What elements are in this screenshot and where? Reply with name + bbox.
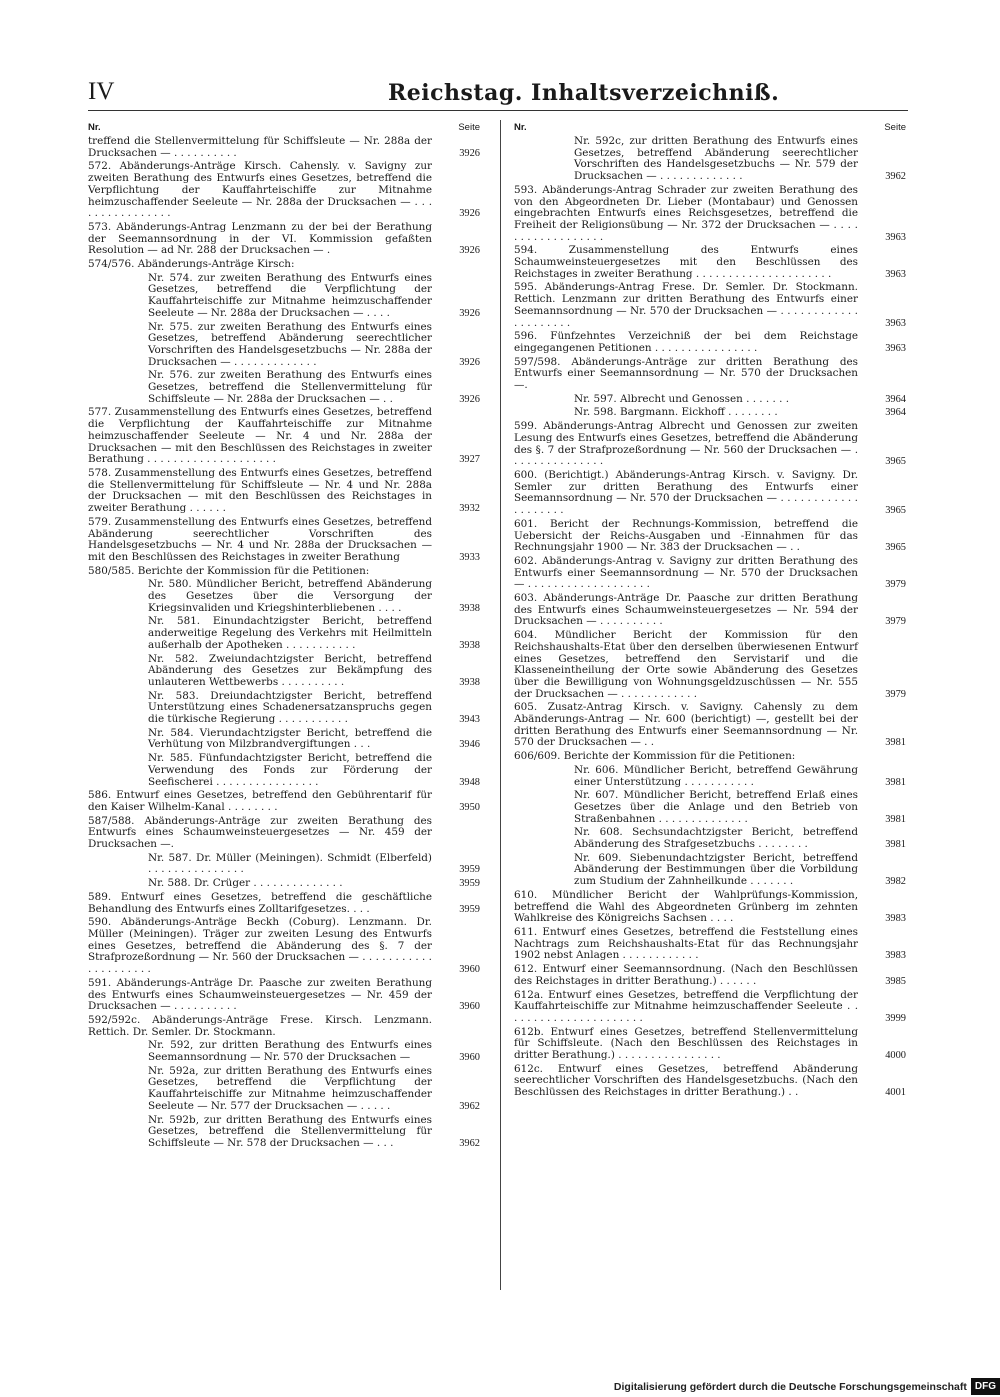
footer-text: Digitalisierung gefördert durch die Deutsche Forschungsgemeinschaft <box>613 1380 967 1393</box>
toc-entry-page: 3999 <box>885 1012 906 1024</box>
toc-entry <box>88 728 480 751</box>
toc-entry-page: 3985 <box>885 975 906 987</box>
toc-entry-text: 597/598. Abänderungs-Anträge zur dritten Berathung des Entwurfs einer Seemannsordnung — Nr. 570 der Drucksachen —. <box>514 355 858 392</box>
toc-entry <box>514 282 906 329</box>
toc-entry-text: 599. Abänderungs-Antrag Albrecht und Genossen zur zweiten Lesung des Entwurfs eines Gesetzes, betreffend die Abänderung des §. 7 der Strafprozeßordnung — Nr. 560 der Drucksachen — . . . . . . . . . . . . . . . <box>514 420 858 468</box>
toc-entry-page: 3979 <box>885 688 906 700</box>
toc-entry-page: 3948 <box>459 776 480 788</box>
toc-entry-page: 3963 <box>885 317 906 329</box>
right-entries <box>514 136 906 1099</box>
toc-entry <box>88 579 480 614</box>
page-title: Reichstag. Inhaltsverzeichniß. <box>388 80 780 106</box>
toc-entry-text: Nr. 609. Siebenundachtzigster Bericht, betreffend Abänderung der Bestimmungen über die Vorbildung zum Studium der Zahnheilkunde . . . . . . . <box>574 851 858 888</box>
toc-entry-text: 578. Zusammenstellung des Entwurfs eines Gesetzes, betreffend die Stellenvermittelung für Schiffsleute — Nr. 4 und Nr. 288a der Drucksachen — mit den Beschlüssen des Reichstages in zweiter Berathung . . . . . . <box>88 466 432 515</box>
toc-entry-text: Nr. 587. Dr. Müller (Meiningen). Schmidt (Elberfeld) . . . . . . . . . . . . . . . <box>148 851 432 876</box>
toc-entry-page: 3946 <box>459 739 480 751</box>
toc-entry-text: 577. Zusammenstellung des Entwurfs eines Gesetzes, betreffend die Verpflichtung der Kauffahrteischiffe zur Mitnahme heimzuschaffender Seeleute — Nr. 4 und Nr. 288a der Drucksachen — mit den Beschlüssen des Reichstages in zweiter Berathung . . . . . . . . . . . . . . . . . . . . <box>88 406 432 466</box>
toc-entry <box>88 816 480 851</box>
toc-entry-page: 3927 <box>459 454 480 466</box>
toc-entry-text: 574/576. Abänderungs-Anträge Kirsch: <box>88 258 295 271</box>
toc-entry <box>88 161 480 220</box>
toc-entry-page: 3960 <box>459 964 480 976</box>
toc-entry-text: 612c. Entwurf eines Gesetzes, betreffend Abänderung seerechtlicher Vorschriften des Handelsgesetzbuchs. (Nach den Beschlüssen des Reichstages in dritter Berathung.) . . <box>514 1062 858 1099</box>
toc-entry <box>88 1040 480 1063</box>
toc-entry-text: 572. Abänderungs-Anträge Kirsch. Cahensly. v. Savigny zur zweiten Berathung des Entwurfs eines Gesetzes, betreffend die Verpflichtung der Kauffahrteischiffe zur Mitnahme heimzuschaffender Seeleute — Nr. 288a der Drucksachen — . . . . . . . . . . . . . . . . <box>88 160 432 220</box>
toc-entry-text: Nr. 592b, zur dritten Berathung des Entwurfs eines Gesetzes, betreffend die Stellenvermittelung für Schiffsleute — Nr. 578 der Drucksachen — . . . <box>148 1113 432 1149</box>
toc-entry-text: Nr. 592a, zur dritten Berathung des Entwurfs eines Gesetzes, betreffend die Verpflichtung der Kauffahrteischiffe zur Mitnahme heimzuschaffender Seeleute — Nr. 577 der Drucksachen — . . . . . <box>148 1064 432 1112</box>
toc-entry-text: 603. Abänderungs-Anträge Dr. Paasche zur dritten Berathung des Entwurfs eines Schaumweinsteuergesetzes — Nr. 594 der Drucksachen — . . . . . . . . . . <box>514 592 858 628</box>
toc-entry <box>514 470 906 517</box>
toc-entry-text: 605. Zusatz-Antrag Kirsch. v. Savigny. Cahensly zu dem Abänderungs-Antrag — Nr. 600 (berichtigt) —, gestellt bei der dritten Berathung des Entwurfs einer Seemannsordnung — Nr. 570 der Drucksachen — . . <box>514 701 858 749</box>
toc-entry-text: Nr. 597. Albrecht und Genossen . . . . . . . <box>574 392 790 405</box>
toc-entry-page: 3960 <box>459 1001 480 1013</box>
toc-entry-text: 612. Entwurf einer Seemannsordnung. (Nach den Beschlüssen des Reichstages in dritter Berathung.) . . . . . . <box>514 963 858 987</box>
toc-entry <box>514 407 906 419</box>
toc-entry <box>88 259 480 271</box>
column-divider <box>500 120 501 1290</box>
toc-entry-text: 573. Abänderungs-Antrag Lenzmann zu der bei der Berathung der Seemannsordnung in der VI. Kommission gefaßten Resolution — ad Nr. 288 der Drucksachen — . <box>88 220 432 257</box>
dfg-logo: DFG <box>971 1378 1000 1395</box>
toc-entry-text: Nr. 582. Zweiundachtzigster Bericht, betreffend Abänderung des Gesetzes zur Bekämpfung des unlauteren Wettbewerbs . . . . . . . . . . <box>148 652 432 688</box>
toc-entry-page: 3932 <box>459 503 480 515</box>
toc-entry <box>514 593 906 628</box>
toc-entry-text: 592/592c. Abänderungs-Anträge Frese. Kirsch. Lenzmann. Rettich. Dr. Semler. Dr. Stockmann. <box>88 1013 432 1038</box>
toc-entry <box>514 421 906 468</box>
toc-entry-page: 3965 <box>885 542 906 554</box>
seite-label: Seite <box>458 122 480 133</box>
toc-entry <box>88 273 480 320</box>
toc-entry <box>88 370 480 405</box>
toc-entry-text: 595. Abänderungs-Antrag Frese. Dr. Semler. Dr. Stockmann. Rettich. Lenzmann zur dritten Berathung des Entwurfs einer Seemannsordnung — Nr. 570 der Drucksachen — . . . . . . . . . . . . . . . . . . . . . <box>514 281 858 329</box>
toc-entry-page: 3962 <box>885 171 906 183</box>
toc-entry-page: 4001 <box>885 1087 906 1099</box>
toc-entry <box>514 790 906 825</box>
toc-entry-text: Nr. 592c, zur dritten Berathung des Entwurfs eines Gesetzes, betreffend Abänderung seerechtlicher Vorschriften des Handelsgesetzbuchs — Nr. 579 der Drucksachen — . . . . . . . . . . . . . <box>574 135 858 183</box>
toc-entry-text: 579. Zusammenstellung des Entwurfs eines Gesetzes, betreffend Abänderung seerechtlicher Vorschriften des Handelsgesetzbuchs — Nr. 4 und Nr. 288a der Drucksachen — mit den Beschlüssen des Reichstages in zweiter Berathung <box>88 515 432 563</box>
toc-entry-text: 606/609. Berichte der Kommission für die Petitionen: <box>514 750 796 763</box>
toc-entry-page: 3959 <box>459 864 480 876</box>
toc-entry <box>514 1064 906 1099</box>
toc-entry <box>514 964 906 987</box>
toc-entry-page: 3960 <box>459 1052 480 1064</box>
toc-entry-text: 610. Mündlicher Bericht der Wahlprüfungs-Kommission, betreffend die Wahl des Abgeordneten Grünberg im zehnten Wahlkreise des Königreichs Sachsen . . . . <box>514 888 858 925</box>
toc-entry-text: 590. Abänderungs-Anträge Beckh (Coburg). Lenzmann. Dr. Müller (Meiningen). Träger zur zweiten Lesung des Entwurfs eines Gesetzes, betreffend die Abänderung des §. 7 der Strafprozeßordnung — Nr. 560 der Drucksachen — . . . . . . . . . . . . . . . . . . . . . <box>88 916 432 976</box>
toc-entry-page: 3979 <box>885 579 906 591</box>
toc-entry <box>514 630 906 700</box>
toc-entry-page: 3964 <box>885 393 906 405</box>
left-column-header <box>88 122 480 136</box>
toc-entry-text: Nr. 584. Vierundachtzigster Bericht, betreffend die Verhütung von Milzbrandvergiftungen . . . <box>148 726 432 751</box>
toc-entry-page: 3943 <box>459 714 480 726</box>
toc-entry-text: Nr. 608. Sechsundachtzigster Bericht, betreffend Abänderung des Strafgesetzbuchs . . . . . . . . <box>574 826 858 851</box>
toc-entry-page: 3926 <box>459 356 480 368</box>
seite-label: Seite <box>884 122 906 133</box>
toc-entry-page: 3981 <box>885 776 906 788</box>
toc-entry <box>88 753 480 788</box>
toc-entry-page: 3979 <box>885 616 906 628</box>
toc-entry-page: 3963 <box>885 231 906 243</box>
toc-entry <box>88 566 480 578</box>
toc-entry-text: 600. (Berichtigt.) Abänderungs-Antrag Kirsch. v. Savigny. Dr. Semler zur dritten Berathung des Entwurfs einer Seemannsordnung — Nr. 570 der Drucksachen — . . . . . . . . . . . . . . . . . . . . <box>514 468 858 517</box>
toc-entry <box>514 185 906 244</box>
toc-entry <box>88 136 480 159</box>
toc-entry-text: 596. Fünfzehntes Verzeichniß der bei dem Reichstage eingegangenen Petitionen . . . . . . . . . . . . . . . . <box>514 330 858 354</box>
toc-entry-page: 3963 <box>885 268 906 280</box>
toc-entry-page: 3926 <box>459 245 480 257</box>
toc-entry-text: 612a. Entwurf eines Gesetzes, betreffend die Verpflichtung der Kauffahrteischiffe zur Mitnahme heimzuschaffender Seeleute . . . . . . . . . . . . . . . . . . . . . . <box>514 988 858 1024</box>
toc-entry-text: Nr. 607. Mündlicher Bericht, betreffend Erlaß eines Gesetzes über die Anlage und den Betrieb von Straßenbahnen . . . . . . . . . . . . . . <box>574 789 858 825</box>
toc-entry <box>514 853 906 888</box>
toc-entry-page: 3963 <box>885 342 906 354</box>
right-column <box>514 122 906 1101</box>
toc-entry-page: 3926 <box>459 147 480 159</box>
toc-entry <box>514 136 906 183</box>
toc-entry-page: 3959 <box>459 878 480 890</box>
toc-entry <box>514 519 906 554</box>
toc-entry-text: 586. Entwurf eines Gesetzes, betreffend den Gebührentarif für den Kaiser Wilhelm-Kanal . . . . . . . . <box>88 789 432 813</box>
toc-entry <box>88 853 480 876</box>
toc-entry-page: 3983 <box>885 950 906 962</box>
toc-entry <box>88 616 480 651</box>
toc-entry-text: Nr. 575. zur zweiten Berathung des Entwurfs eines Gesetzes, betreffend Abänderung seerechtlicher Vorschriften des Handelsgesetzbuchs — Nr. 288a der Drucksachen — . . . . . . . . . . . . . <box>148 320 432 368</box>
toc-entry <box>88 517 480 564</box>
toc-entry-text: Nr. 598. Bargmann. Eickhoff . . . . . . . . <box>574 406 778 419</box>
nr-label: Nr. <box>514 122 527 133</box>
toc-entry <box>514 556 906 591</box>
toc-entry-page: 3950 <box>459 801 480 813</box>
toc-entry-page: 3938 <box>459 639 480 651</box>
toc-entry <box>88 1015 480 1038</box>
toc-entry-page: 3962 <box>459 1100 480 1112</box>
toc-entry-page: 3933 <box>459 551 480 563</box>
toc-entry-page: 3981 <box>885 737 906 749</box>
toc-entry-page: 3981 <box>885 813 906 825</box>
toc-entry-page: 3926 <box>459 208 480 220</box>
toc-entry-text: 601. Bericht der Rechnungs-Kommission, betreffend die Uebersicht der Reichs-Ausgaben und -Einnahmen für das Rechnungsjahr 1900 — Nr. 383 der Drucksachen — . . <box>514 517 858 554</box>
toc-entry-text: 593. Abänderungs-Antrag Schrader zur zweiten Berathung des von den Abgeordneten Dr. Lieber (Montabaur) und Genossen eingebrachten Entwurfs eines Reichsgesetzes, betreffend die Freiheit der Religionsübung — Nr. 372 der Drucksachen — . . . . . . . . . . . . . . . . . . <box>514 183 858 243</box>
toc-entry <box>514 765 906 788</box>
footer <box>614 1376 1000 1397</box>
toc-entry <box>514 1027 906 1062</box>
toc-entry-text: 602. Abänderungs-Antrag v. Savigny zur dritten Berathung des Entwurfs einer Seemannsordnung — Nr. 570 der Drucksachen — . . . . . . . . . . . . . . . . . . . <box>514 554 858 591</box>
toc-entry <box>88 222 480 257</box>
toc-entry-text: treffend die Stellenvermittelung für Schiffsleute — Nr. 288a der Drucksachen — . . . . . . . . . . <box>88 135 432 159</box>
page-number: IV <box>88 78 115 105</box>
toc-entry-text: Nr. 576. zur zweiten Berathung des Entwurfs eines Gesetzes, betreffend die Stellenvermittelung für Schiffsleute — Nr. 288a der Drucksachen — . . <box>148 369 432 405</box>
toc-entry-text: 594. Zusammenstellung des Entwurfs eines Schaumweinsteuergesetzes mit den Beschlüssen des Reichstages in zweiter Berathung . . . . . . . . . . . . . . . . . . . . . <box>514 244 858 280</box>
toc-entry-text: 587/588. Abänderungs-Anträge zur zweiten Berathung des Entwurfs eines Schaumweinsteuergesetzes — Nr. 459 der Drucksachen —. <box>88 814 432 851</box>
toc-entry-page: 3938 <box>459 676 480 688</box>
page-header <box>88 78 908 118</box>
toc-entry-page: 3959 <box>459 903 480 915</box>
toc-entry <box>88 1066 480 1113</box>
toc-entry-text: Nr. 585. Fünfundachtzigster Bericht, betreffend die Verwendung des Fonds zur Förderung der Seefischerei . . . . . . . . . . . . . . . . <box>148 752 432 788</box>
header-rule <box>88 110 908 111</box>
toc-entry-text: 612b. Entwurf eines Gesetzes, betreffend Stellenvermittelung für Schiffsleute. (Nach den Beschlüssen des Reichstages in dritter Berathung.) . . . . . . . . . . . . . . . . <box>514 1025 858 1062</box>
toc-entry-text: 589. Entwurf eines Gesetzes, betreffend die geschäftliche Behandlung des Entwurfs eines Zolltarifgesetzes. . . . <box>88 890 432 915</box>
toc-entry-text: Nr. 581. Einundachtzigster Bericht, betreffend anderweitige Regelung des Verkehrs mit Heilmitteln außerhalb der Apotheken . . . . . . . . . . . <box>148 615 432 651</box>
toc-entry <box>88 978 480 1013</box>
toc-entry-page: 3964 <box>885 407 906 419</box>
toc-entry-text: Nr. 574. zur zweiten Berathung des Entwurfs eines Gesetzes, betreffend die Verpflichtung der Kauffahrteischiffe zur Mitnahme heimzuschaffender Seeleute — Nr. 288a der Drucksachen — . . . . <box>148 271 432 319</box>
toc-entry <box>514 394 906 406</box>
toc-entry <box>88 407 480 466</box>
right-column-header <box>514 122 906 136</box>
toc-entry-text: 580/585. Berichte der Kommission für die Petitionen: <box>88 564 370 577</box>
toc-entry <box>88 1115 480 1150</box>
left-column <box>88 122 480 1152</box>
toc-entry <box>514 890 906 925</box>
toc-entry <box>514 927 906 962</box>
toc-entry-page: 4000 <box>885 1050 906 1062</box>
toc-entry-page: 3938 <box>459 602 480 614</box>
toc-entry <box>88 878 480 890</box>
toc-entry <box>88 790 480 813</box>
toc-entry-page: 3982 <box>885 876 906 888</box>
toc-entry <box>514 245 906 280</box>
toc-entry <box>514 751 906 763</box>
nr-label: Nr. <box>88 122 101 133</box>
toc-entry-text: 591. Abänderungs-Anträge Dr. Paasche zur zweiten Berathung des Entwurfs eines Schaumweinsteuergesetzes — Nr. 459 der Drucksachen — . . . . . . . . . . <box>88 976 432 1013</box>
toc-entry-text: Nr. 588. Dr. Crüger . . . . . . . . . . . . . . <box>148 877 343 890</box>
toc-entry <box>88 892 480 915</box>
toc-entry-page: 3965 <box>885 505 906 517</box>
toc-entry <box>88 654 480 689</box>
toc-entry <box>88 917 480 976</box>
toc-entry <box>88 468 480 515</box>
toc-entry <box>88 322 480 369</box>
toc-entry-text: Nr. 583. Dreiundachtzigster Bericht, betreffend Unterstützung eines Schadenersatzanspruchs gegen die türkische Regierung . . . . . . . . . . . <box>148 689 432 726</box>
toc-entry-page: 3962 <box>459 1137 480 1149</box>
toc-entry <box>514 357 906 392</box>
left-entries <box>88 136 480 1150</box>
toc-entry-page: 3965 <box>885 456 906 468</box>
toc-entry-page: 3981 <box>885 839 906 851</box>
toc-entry-page: 3983 <box>885 913 906 925</box>
toc-entry-text: Nr. 580. Mündlicher Bericht, betreffend Abänderung des Gesetzes über die Versorgung der Kriegsinvaliden und Kriegshinterbliebenen . . . . <box>148 578 432 614</box>
toc-entry-page: 3926 <box>459 393 480 405</box>
toc-entry-text: Nr. 592, zur dritten Berathung des Entwurfs eines Seemannsordnung — Nr. 570 der Drucksachen — <box>148 1039 432 1064</box>
toc-entry <box>514 702 906 749</box>
toc-entry-page: 3926 <box>459 307 480 319</box>
toc-entry <box>514 331 906 354</box>
toc-entry <box>88 691 480 726</box>
toc-entry <box>514 990 906 1025</box>
toc-entry-text: 604. Mündlicher Bericht der Kommission für den Reichshaushalts-Etat über den derselben überwiesenen Entwurf eines Gesetzes, betreffend den Servistarif und die Klasseneintheilung der Orte sowie Abänderung des Gesetzes über die Bewilligung von Wohnungsgeldzuschüssen — Nr. 555 der Drucksachen — . . . . . . . . . . . . <box>514 629 858 700</box>
toc-entry-text: Nr. 606. Mündlicher Bericht, betreffend Gewährung einer Unterstützung . . . . . . . . . . . <box>574 763 858 788</box>
toc-entry <box>514 827 906 850</box>
toc-entry-text: 611. Entwurf eines Gesetzes, betreffend die Feststellung eines Nachtrags zum Reichshaushalts-Etat für das Rechnungsjahr 1902 nebst Anlagen . . . . . . . . . . . . <box>514 926 858 962</box>
